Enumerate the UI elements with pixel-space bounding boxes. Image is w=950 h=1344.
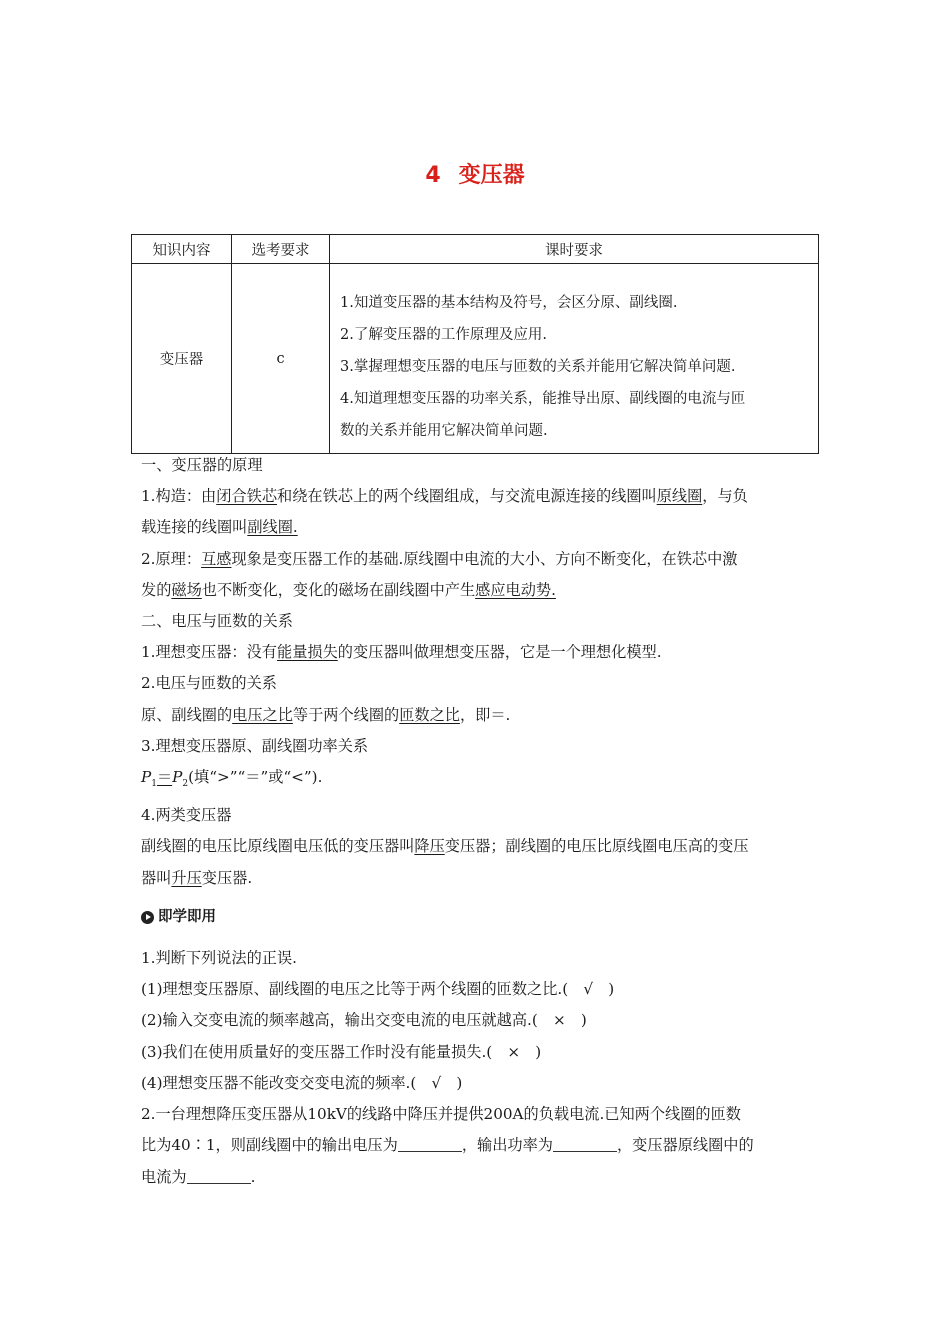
text: ，变压器原线圈中的 bbox=[616, 1136, 754, 1155]
text: ，与负 bbox=[702, 487, 748, 506]
header-level: 选考要求 bbox=[232, 235, 330, 264]
text: ，即＝. bbox=[459, 705, 511, 724]
requirement-2: 2.了解变压器的工作原理及应用. bbox=[340, 327, 547, 343]
answer-underlined: 能量损失 bbox=[277, 643, 338, 662]
paragraph bbox=[141, 831, 813, 862]
answer-blank[interactable] bbox=[398, 1136, 462, 1152]
text: 电流为 bbox=[141, 1167, 187, 1186]
header-knowledge: 知识内容 bbox=[132, 235, 232, 264]
play-icon bbox=[141, 911, 154, 924]
table-row bbox=[132, 264, 819, 454]
text: (填“>”“＝”或“<”). bbox=[188, 768, 323, 787]
power-relation bbox=[141, 762, 813, 800]
question-1-item: (3)我们在使用质量好的变压器工作时没有能量损失.( × ) bbox=[141, 1042, 542, 1061]
subscript: 1 bbox=[151, 779, 157, 790]
text: 也不断变化，变化的磁场在副线圈中产生 bbox=[201, 580, 476, 599]
section-2-heading: 二、电压与匝数的关系 bbox=[141, 612, 293, 631]
text: ，输出功率为 bbox=[461, 1136, 553, 1155]
text: 原、副线圈的 bbox=[141, 705, 233, 724]
answer-underlined: 副线圈. bbox=[247, 518, 298, 537]
text: 比为40∶1，则副线圈中的输出电压为 bbox=[141, 1136, 398, 1155]
requirement-4a: 4.知道理想变压器的功率关系，能推导出原、副线圈的电流与匝 bbox=[340, 391, 746, 407]
answer-blank[interactable] bbox=[553, 1136, 617, 1152]
paragraph bbox=[141, 481, 813, 512]
paragraph: 2.电压与匝数的关系 bbox=[141, 674, 277, 693]
cell-level: c bbox=[232, 264, 330, 454]
question-1: 1.判断下列说法的正误. bbox=[141, 949, 298, 968]
answer-underlined: 闭合铁芯 bbox=[216, 487, 277, 506]
title-number: 4 bbox=[425, 163, 441, 188]
paragraph bbox=[141, 544, 813, 575]
requirement-3: 3.掌握理想变压器的电压与匝数的关系并能用它解决简单问题. bbox=[340, 359, 736, 375]
text: 的变压器叫做理想变压器，它是一个理想化模型. bbox=[337, 643, 662, 662]
subscript: 2 bbox=[182, 779, 189, 790]
text: 和绕在铁芯上的两个线圈组成，与交流电源连接的线圈叫 bbox=[277, 487, 657, 506]
paragraph bbox=[141, 700, 813, 731]
paragraph: 4.两类变压器 bbox=[141, 806, 232, 825]
header-requirements: 课时要求 bbox=[330, 235, 819, 264]
paragraph bbox=[141, 512, 813, 543]
text: 副线圈的电压比原线圈电压低的变压器叫 bbox=[141, 837, 415, 856]
requirement-1: 1.知道变压器的基本结构及符号，会区分原、副线圈. bbox=[340, 295, 678, 311]
question-2-line bbox=[141, 1162, 813, 1193]
text: 2.原理： bbox=[141, 549, 202, 568]
question-1-item: (1)理想变压器原、副线圈的电压之比等于两个线圈的匝数之比.( √ ) bbox=[141, 980, 615, 999]
cell-topic: 变压器 bbox=[132, 264, 232, 454]
question-2-line bbox=[141, 1130, 813, 1161]
text: 发的 bbox=[141, 580, 172, 599]
question-2: 2.一台理想降压变压器从10kV的线路中降压并提供200A的负载电流.已知两个线圈的匝数 bbox=[141, 1105, 741, 1124]
main-content bbox=[141, 450, 813, 1193]
question-1-item: (2)输入交变电流的频率越高，输出交变电流的电压就越高.( × ) bbox=[141, 1011, 587, 1030]
page-title bbox=[0, 158, 950, 189]
text: 1.理想变压器：没有 bbox=[141, 643, 277, 662]
paragraph bbox=[141, 575, 813, 606]
paragraph bbox=[141, 863, 813, 894]
answer-underlined: 升压 bbox=[171, 868, 202, 887]
text: 变压器. bbox=[201, 868, 253, 887]
text: 器叫 bbox=[141, 868, 172, 887]
paragraph: 3.理想变压器原、副线圈功率关系 bbox=[141, 736, 369, 755]
answer-underlined: 互感 bbox=[201, 549, 232, 568]
answer-underlined: ＝ bbox=[156, 768, 173, 787]
requirements-table bbox=[131, 234, 819, 454]
answer-underlined: 磁场 bbox=[171, 580, 202, 599]
question-1-item: (4)理想变压器不能改变交变电流的频率.( √ ) bbox=[141, 1073, 463, 1092]
answer-blank[interactable] bbox=[187, 1167, 251, 1183]
text: 等于两个线圈的 bbox=[292, 705, 400, 724]
text: 变压器；副线圈的电压比原线圈电压高的变压 bbox=[444, 837, 749, 856]
answer-underlined: 电压之比 bbox=[232, 705, 293, 724]
answer-underlined: 匝数之比 bbox=[399, 705, 460, 724]
text: 现象是变压器工作的基础.原线圈中电流的大小、方向不断变化，在铁芯中激 bbox=[231, 549, 738, 568]
practice-heading bbox=[141, 902, 813, 933]
answer-underlined: 感应电动势. bbox=[475, 580, 556, 599]
text: 1.构造：由 bbox=[141, 487, 217, 506]
section-1-heading: 一、变压器的原理 bbox=[141, 456, 263, 474]
answer-underlined: 降压 bbox=[414, 837, 445, 856]
var-p: P bbox=[141, 768, 152, 787]
cell-requirements bbox=[330, 264, 819, 454]
requirement-4b: 数的关系并能用它解决简单问题. bbox=[340, 423, 548, 439]
var-p: P bbox=[172, 768, 183, 787]
table-header-row bbox=[132, 235, 819, 264]
answer-underlined: 原线圈 bbox=[656, 487, 703, 506]
title-text: 变压器 bbox=[458, 163, 525, 188]
text: . bbox=[250, 1167, 256, 1186]
practice-heading-text: 即学即用 bbox=[158, 908, 216, 925]
text: 载连接的线圈叫 bbox=[141, 518, 248, 537]
paragraph bbox=[141, 637, 813, 668]
